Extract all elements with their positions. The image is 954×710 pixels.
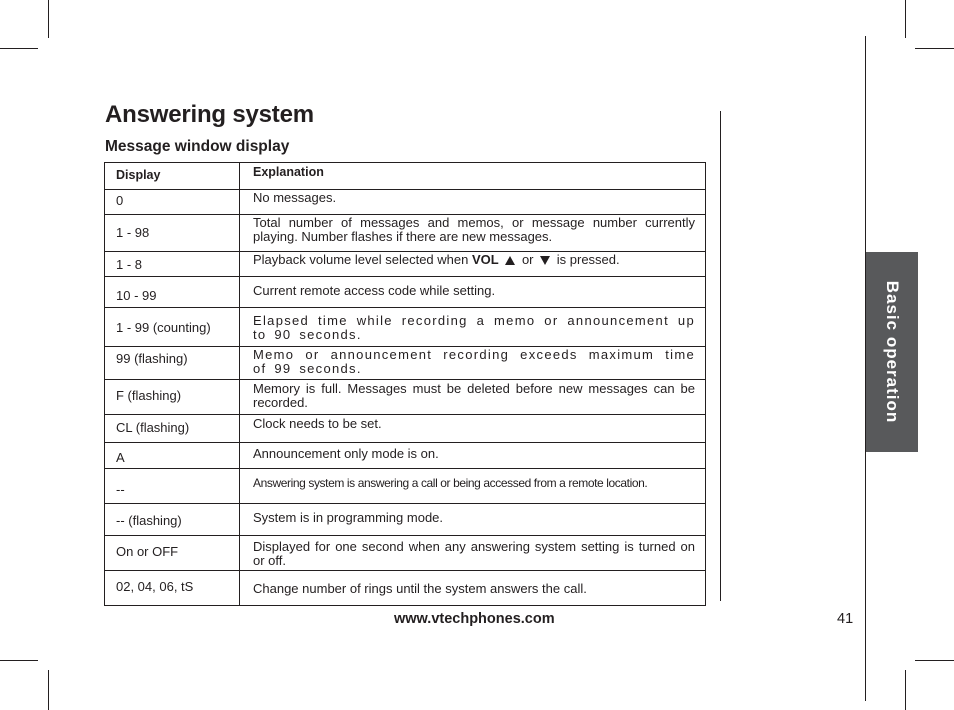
explanation-text — [253, 253, 695, 267]
explanation-text-mid: or — [521, 252, 534, 267]
section-tab — [866, 252, 918, 452]
row-divider — [105, 414, 705, 415]
explanation-text: Current remote access code while setting. — [253, 283, 496, 298]
explanation-text-post: is pressed. — [556, 252, 620, 267]
header-display: Display — [116, 168, 161, 182]
row-divider — [105, 535, 705, 536]
row-divider — [105, 468, 705, 469]
crop-mark — [905, 0, 906, 38]
crop-mark — [915, 48, 954, 49]
display-value: -- (flashing) — [116, 513, 182, 528]
explanation-text: Elapsed time while recording a memo or announcement up to 90 seconds. — [253, 313, 695, 342]
crop-mark — [905, 670, 906, 710]
row-divider — [105, 276, 705, 277]
explanation-text: Clock needs to be set. — [253, 416, 382, 431]
crop-mark — [915, 660, 954, 661]
display-value: 0 — [116, 193, 124, 208]
display-value: 99 (flashing) — [116, 351, 188, 366]
crop-mark — [48, 670, 49, 710]
display-value: 1 - 99 (counting) — [116, 320, 211, 335]
crop-mark — [0, 48, 38, 49]
content-divider — [720, 111, 721, 601]
display-value: 1 - 98 — [116, 225, 150, 240]
explanation-text: Displayed for one second when any answering system setting is turned on or off. — [253, 539, 695, 568]
display-value: 02, 04, 06, tS — [116, 579, 194, 594]
crop-mark — [0, 660, 38, 661]
display-value: 1 - 8 — [116, 257, 143, 272]
page-title: Answering system — [105, 101, 314, 128]
explanation-text: System is in programming mode. — [253, 510, 444, 525]
display-value: 10 - 99 — [116, 288, 157, 303]
display-value: A — [116, 450, 125, 465]
display-value: CL (flashing) — [116, 420, 190, 435]
explanation-text: Change number of rings until the system answers the call. — [253, 581, 587, 596]
row-divider — [105, 442, 705, 443]
row-divider — [105, 189, 705, 190]
row-divider — [105, 503, 705, 504]
section-subtitle: Message window display — [105, 138, 290, 155]
row-divider — [105, 379, 705, 380]
volume-down-icon — [540, 256, 550, 265]
explanation-text-pre: Playback volume level selected when — [253, 252, 469, 267]
message-display-table — [104, 162, 706, 606]
explanation-text: Memo or announcement recording exceeds maximum time of 99 seconds. — [253, 347, 695, 376]
footer-url: www.vtechphones.com — [394, 611, 555, 627]
display-value: -- — [116, 482, 125, 497]
row-divider — [105, 307, 705, 308]
explanation-text: Total number of messages and memos, or message number currently playing. Number flashes if there are new messages. — [253, 215, 695, 244]
row-divider — [105, 570, 705, 571]
display-value: F (flashing) — [116, 388, 182, 403]
section-tab-label: Basic operation — [883, 280, 902, 424]
explanation-text: Answering system is answering a call or being accessed from a remote location. — [253, 476, 648, 490]
volume-up-icon — [505, 256, 515, 265]
column-divider — [239, 163, 240, 605]
display-value: On or OFF — [116, 544, 179, 559]
explanation-text: Memory is full. Messages must be deleted before new messages can be recorded. — [253, 381, 695, 410]
explanation-text: Announcement only mode is on. — [253, 446, 439, 461]
explanation-text: No messages. — [253, 190, 337, 205]
crop-mark — [48, 0, 49, 38]
page-number: 41 — [837, 611, 854, 627]
vol-key-label: VOL — [471, 252, 499, 267]
header-explanation: Explanation — [253, 165, 324, 179]
